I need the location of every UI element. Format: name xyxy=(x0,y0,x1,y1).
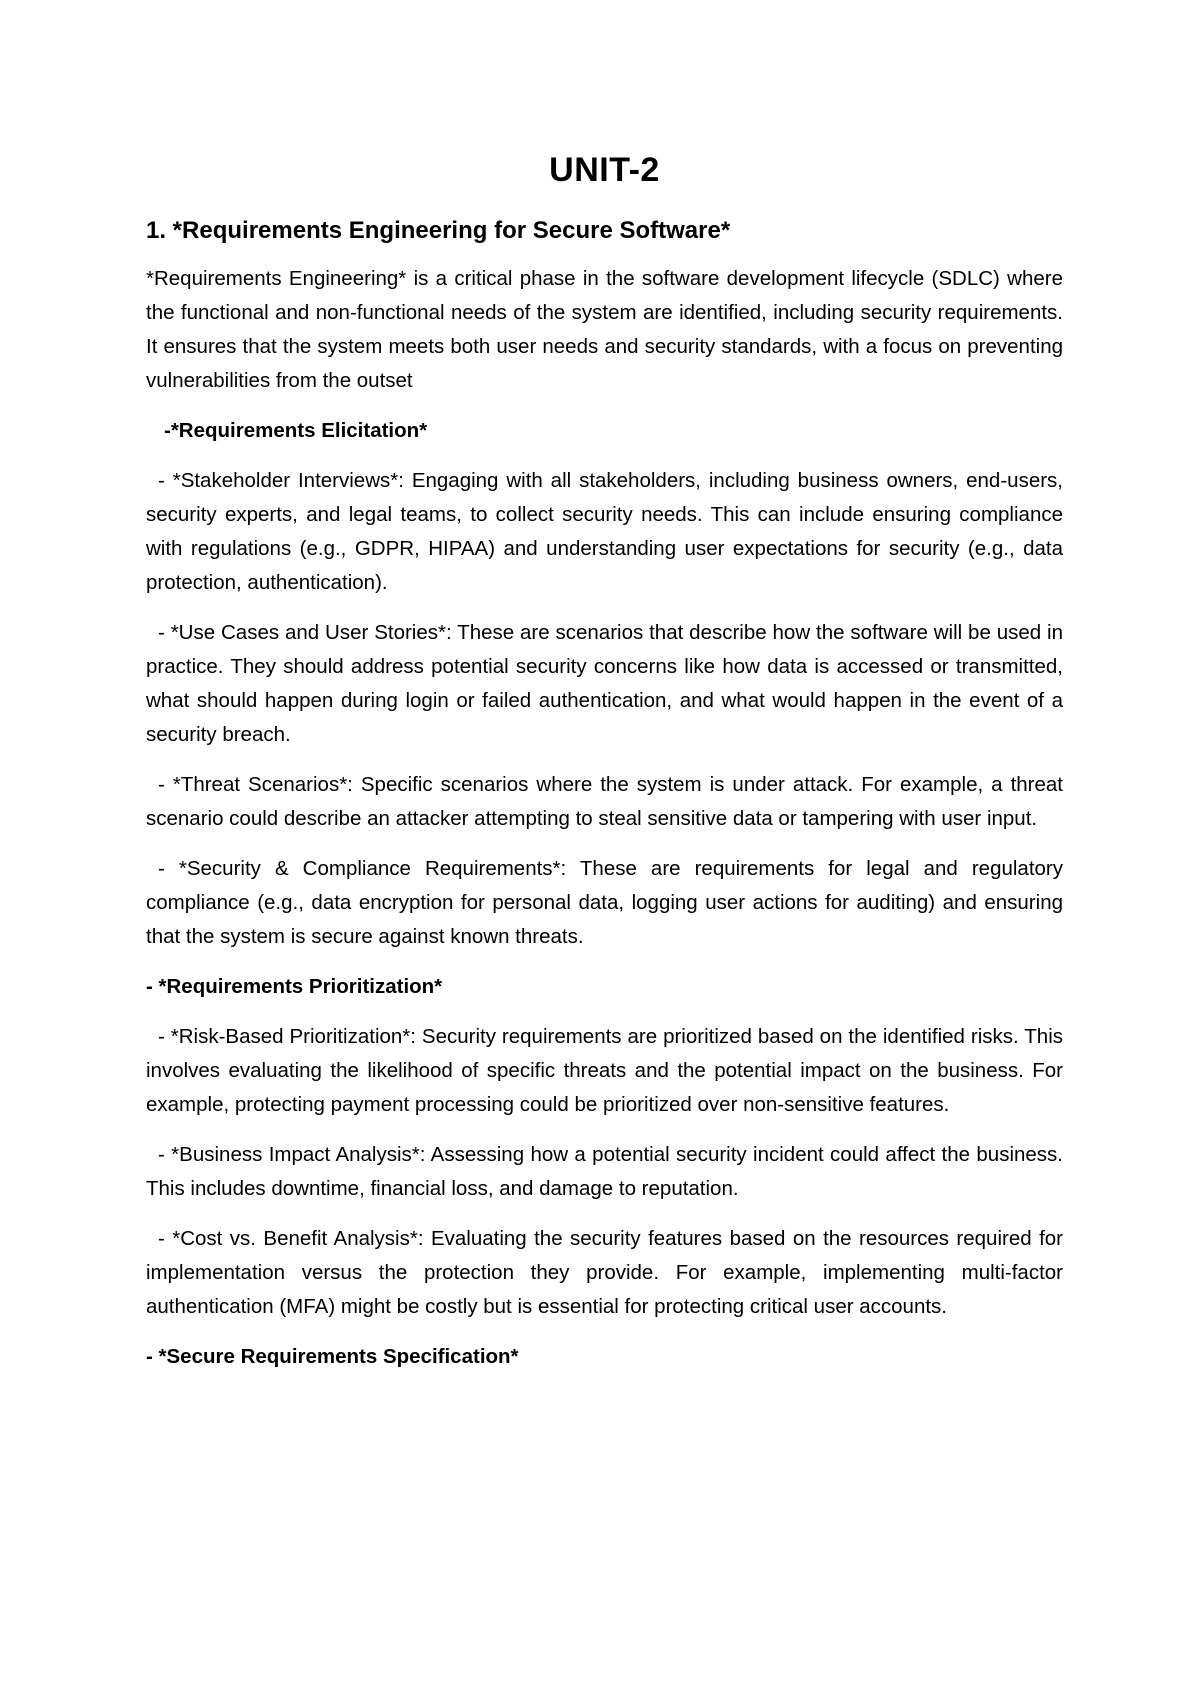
prioritization-item-business-impact: - *Business Impact Analysis*: Assessing how a potential security incident could affect the business. This includes downtime, financial loss, and damage to reputation. xyxy=(146,1143,1063,1200)
prioritization-item-cost-benefit: - *Cost vs. Benefit Analysis*: Evaluating the security features based on the resources required for implementation versus the protection they provide. For example, implementing multi-factor authentication (MFA) might be costly but is essential for protecting critical user accounts. xyxy=(146,1227,1063,1318)
elicitation-item-threat-scenarios: - *Threat Scenarios*: Specific scenarios where the system is under attack. For example, a threat scenario could describe an attacker attempting to steal sensitive data or tampering with user input. xyxy=(146,773,1063,830)
specification-heading: - *Secure Requirements Specification* xyxy=(146,1345,519,1368)
elicitation-item-security-compliance: - *Security & Compliance Requirements*: These are requirements for legal and regulatory compliance (e.g., data encryption for personal data, logging user actions for auditing) and ensuring that the system is secure against known threats. xyxy=(146,857,1063,948)
elicitation-item-use-cases: - *Use Cases and User Stories*: These are scenarios that describe how the software will be used in practice. They should address potential security concerns like how data is accessed or transmitted, what should happen during login or failed authentication, and what would happen in the event of a security breach. xyxy=(146,621,1063,746)
elicitation-heading: -*Requirements Elicitation* xyxy=(164,419,428,442)
section-heading: 1. *Requirements Engineering for Secure Software* xyxy=(146,217,731,244)
page-title: UNIT-2 xyxy=(549,151,660,189)
intro-paragraph: *Requirements Engineering* is a critical phase in the software development lifecycle (SDLC) where the functional and non-functional needs of the system are identified, including security requirements. It ensures that the system meets both user needs and security standards, with a focus on preventing vulnerabilities from the outset xyxy=(146,267,1063,392)
document-body xyxy=(146,148,1063,1390)
prioritization-heading: - *Requirements Prioritization* xyxy=(146,975,443,998)
elicitation-item-stakeholder-interviews: - *Stakeholder Interviews*: Engaging with all stakeholders, including business owners, end-users, security experts, and legal teams, to collect security needs. This can include ensuring compliance with regulations (e.g., GDPR, HIPAA) and understanding user expectations for security (e.g., data protection, authentication). xyxy=(146,469,1063,594)
prioritization-item-risk-based: - *Risk-Based Prioritization*: Security requirements are prioritized based on the identified risks. This involves evaluating the likelihood of specific threats and the potential impact on the business. For example, protecting payment processing could be prioritized over non-sensitive features. xyxy=(146,1025,1063,1116)
